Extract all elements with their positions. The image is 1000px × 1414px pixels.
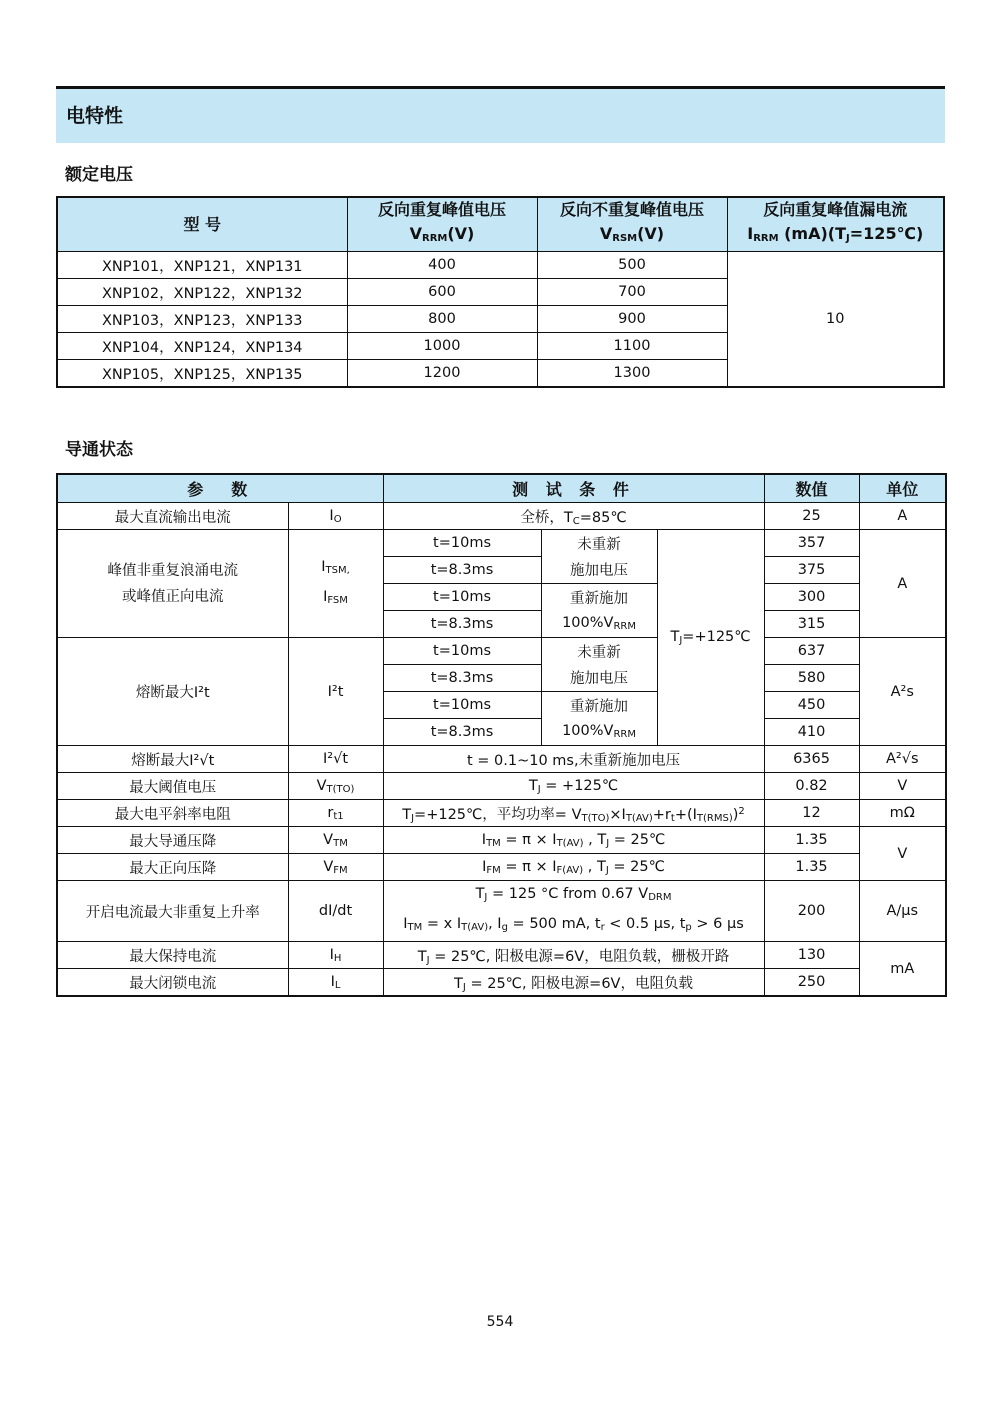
test-condition: $T_J$ = 25℃, 阳极电源=6V，电阻负载，栅极开路 [383, 942, 764, 969]
test-condition: $T_J = 125$ °C from 0.67 $V_{DRM}$ $I_{TM} = x$ $I_{T(AV)}$, $I_g = 500$ mA, $t_r < 0.5$ μs, $t_p > 6$ μs [383, 881, 764, 942]
vrrm-cell: 600 [347, 279, 537, 306]
vrsm-cell: 1300 [537, 360, 727, 388]
voltage-cond-cell: 重新施加 [541, 692, 657, 719]
table-row [57, 638, 946, 665]
param-symbol: I²t [288, 638, 383, 746]
test-condition: $T_J$ = +125℃ [383, 773, 764, 800]
col-vrsm: 反向不重复峰值电压 $V_{RSM}(V)$ [537, 197, 727, 252]
param-symbol: dI/dt [288, 881, 383, 942]
vrrm-cell: 800 [347, 306, 537, 333]
param-symbol: $r_{t1}$ [288, 800, 383, 827]
param-symbol: I²√t [288, 746, 383, 773]
param-name: 最大电平斜率电阻 [57, 800, 288, 827]
param-name: 开启电流最大非重复上升率 [57, 881, 288, 942]
table-row [57, 503, 946, 530]
param-value: 580 [764, 665, 859, 692]
test-condition: 全桥，$T_C=85℃$ [383, 503, 764, 530]
voltage-cond-cell: 重新施加 [541, 584, 657, 611]
param-unit: A [859, 503, 946, 530]
voltage-cond-cell: 未重新 [541, 530, 657, 557]
param-value: 1.35 [764, 827, 859, 854]
param-name: 熔断最大I²t [57, 638, 288, 746]
param-value: 315 [764, 611, 859, 638]
param-symbol: $V_{FM}$ [288, 854, 383, 881]
test-condition: $T_J$ = 25℃, 阳极电源=6V，电阻负载 [383, 969, 764, 997]
param-symbol: $I_H$ [288, 942, 383, 969]
vrrm-cell: 1200 [347, 360, 537, 388]
table-row [57, 746, 946, 773]
param-value: 6365 [764, 746, 859, 773]
table-row [57, 854, 946, 881]
table-row [57, 252, 944, 279]
table-row [57, 881, 946, 942]
time-cell: t=8.3ms [383, 719, 541, 746]
time-cell: t=8.3ms [383, 557, 541, 584]
table-row [57, 800, 946, 827]
rated-voltage-table [56, 196, 945, 388]
time-cell: t=8.3ms [383, 611, 541, 638]
time-cell: t=10ms [383, 638, 541, 665]
col-irrm: 反向重复峰值漏电流 $I_{RRM}$ $(mA)(T_J=125℃)$ [727, 197, 944, 252]
test-condition: t = 0.1~10 ms,未重新施加电压 [383, 746, 764, 773]
param-unit: A²√s [859, 746, 946, 773]
irrm-cell: 10 [727, 252, 944, 388]
voltage-cond-cell: 施加电压 [541, 557, 657, 584]
param-name: 最大正向压降 [57, 854, 288, 881]
time-cell: t=10ms [383, 584, 541, 611]
col-value: 数值 [764, 474, 859, 503]
param-value: 250 [764, 969, 859, 997]
param-value: 410 [764, 719, 859, 746]
table-header-row [57, 197, 944, 252]
on-state-table [56, 473, 947, 997]
col-unit: 单位 [859, 474, 946, 503]
time-cell: t=10ms [383, 530, 541, 557]
param-name: 熔断最大I²√t [57, 746, 288, 773]
col-vrrm: 反向重复峰值电压 $V_{RRM}(V)$ [347, 197, 537, 252]
section-title: 电特性 [56, 89, 945, 143]
voltage-cond-cell: $100\%V_{RRM}$ [541, 611, 657, 638]
col-param: 参 数 [57, 474, 383, 503]
param-unit: V [859, 827, 946, 881]
param-unit: A²s [859, 638, 946, 746]
param-value: 12 [764, 800, 859, 827]
test-condition: $I_{TM} = \pi \times I_{T(AV)}$ , $T_J$ = 25℃ [383, 827, 764, 854]
param-name: 最大保持电流 [57, 942, 288, 969]
vrsm-cell: 700 [537, 279, 727, 306]
param-value: 130 [764, 942, 859, 969]
param-name: 峰值非重复浪涌电流 或峰值正向电流 [57, 530, 288, 638]
table-row [57, 530, 946, 557]
model-cell: XNP102，XNP122，XNP132 [57, 279, 347, 306]
model-cell: XNP103，XNP123，XNP133 [57, 306, 347, 333]
param-unit: A/μs [859, 881, 946, 942]
voltage-cond-cell: 未重新 [541, 638, 657, 665]
param-unit: mA [859, 942, 946, 997]
vrsm-cell: 900 [537, 306, 727, 333]
param-value: 1.35 [764, 854, 859, 881]
param-value: 450 [764, 692, 859, 719]
model-cell: XNP101，XNP121，XNP131 [57, 252, 347, 279]
table-header-row [57, 474, 946, 503]
param-value: 375 [764, 557, 859, 584]
param-name: 最大阈值电压 [57, 773, 288, 800]
time-cell: t=8.3ms [383, 665, 541, 692]
col-model: 型 号 [57, 197, 347, 252]
param-value: 25 [764, 503, 859, 530]
vrrm-cell: 1000 [347, 333, 537, 360]
param-name: 最大直流输出电流 [57, 503, 288, 530]
page-number: 554 [486, 1314, 514, 1330]
param-value: 200 [764, 881, 859, 942]
param-symbol: $I_L$ [288, 969, 383, 997]
param-symbol: $I_{TSM,}$ $I_{FSM}$ [288, 530, 383, 638]
param-name: 最大导通压降 [57, 827, 288, 854]
param-symbol: $V_{T(TO)}$ [288, 773, 383, 800]
rated-voltage-heading: 额定电压 [65, 165, 133, 185]
table-row [57, 969, 946, 997]
param-symbol: $V_{TM}$ [288, 827, 383, 854]
time-cell: t=10ms [383, 692, 541, 719]
on-state-heading: 导通状态 [65, 440, 133, 460]
param-value: 300 [764, 584, 859, 611]
voltage-cond-cell: $100\%V_{RRM}$ [541, 719, 657, 746]
table-row [57, 827, 946, 854]
vrrm-cell: 400 [347, 252, 537, 279]
voltage-cond-cell: 施加电压 [541, 665, 657, 692]
vrsm-cell: 500 [537, 252, 727, 279]
vrsm-cell: 1100 [537, 333, 727, 360]
table-row [57, 942, 946, 969]
param-value: 357 [764, 530, 859, 557]
model-cell: XNP105，XNP125，XNP135 [57, 360, 347, 388]
test-condition: $T_J=+125℃$，平均功率= $V_{T(TO)}\times I_{T(AV)}+r_t+(I_{T(RMS)})^2$ [383, 800, 764, 827]
param-value: 637 [764, 638, 859, 665]
test-condition: $I_{FM} = \pi \times I_{F(AV)}$ , $T_J$ = 25℃ [383, 854, 764, 881]
model-cell: XNP104，XNP124，XNP134 [57, 333, 347, 360]
tj-condition: $T_J=+125℃$ [657, 530, 764, 746]
col-cond: 测 试 条 件 [383, 474, 764, 503]
param-value: 0.82 [764, 773, 859, 800]
param-unit: mΩ [859, 800, 946, 827]
param-name: 最大闭锁电流 [57, 969, 288, 997]
table-row [57, 773, 946, 800]
param-unit: A [859, 530, 946, 638]
param-unit: V [859, 773, 946, 800]
param-symbol: $I_O$ [288, 503, 383, 530]
